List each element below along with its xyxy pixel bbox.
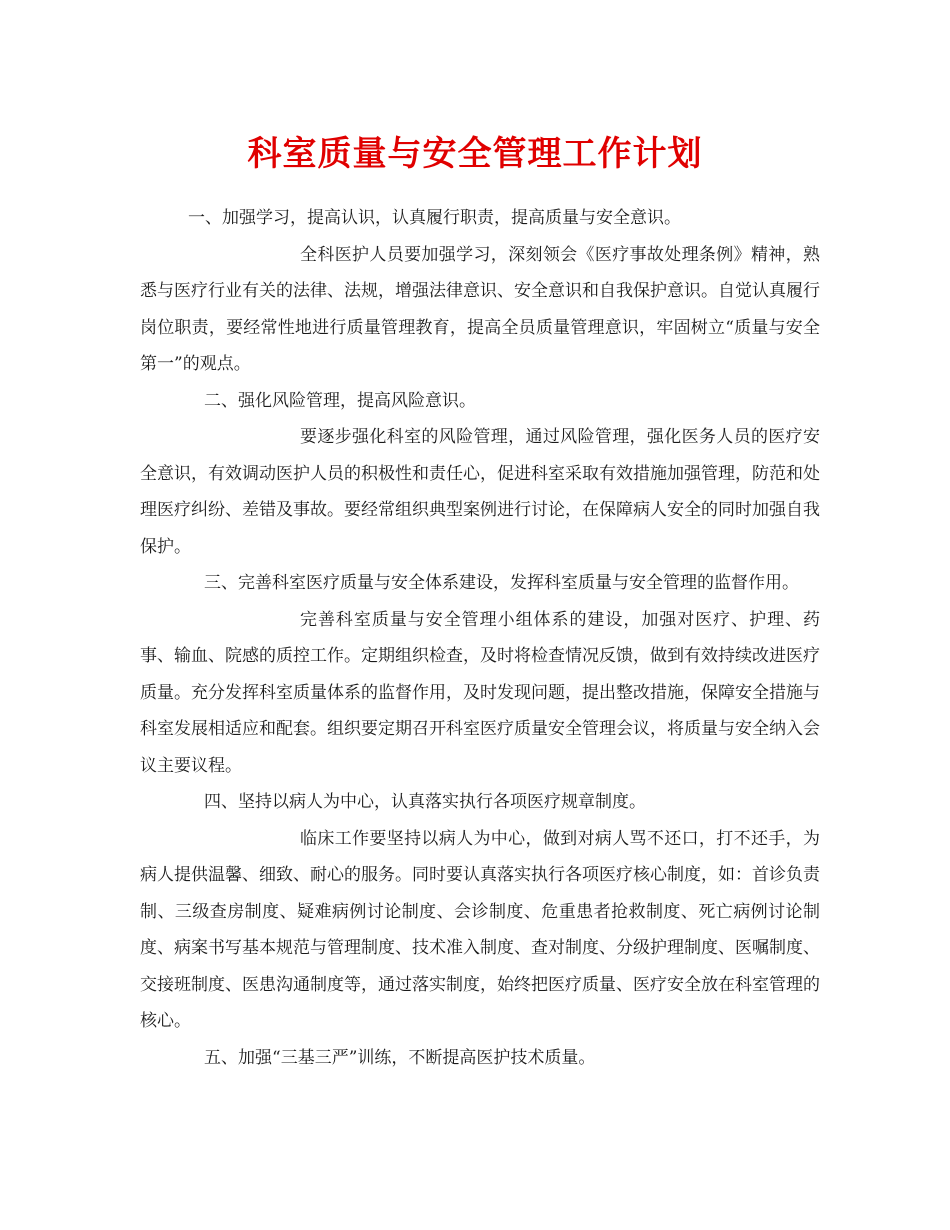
section-heading-5: 五、加强“三基三严”训练，不断提高医护技术质量。: [204, 1047, 596, 1068]
section-paragraph-2: 要逐步强化科室的风险管理，通过风险管理，强化医务人员的医疗安全意识，有效调动医护人员的积极性和责任心，促进科室采取有效措施加强管理，防范和处理医疗纠纷、差错及事故。要经常组织典型案例进行讨论，在保障病人安全的同时加强自我保护。: [140, 427, 820, 557]
section-paragraph-4: 临床工作要坚持以病人为中心，做到对病人骂不还口，打不还手，为病人提供温馨、细致、耐心的服务。同时要认真落实执行各项医疗核心制度，如：首诊负责制、三级查房制度、疑难病例讨论制度、会诊制度、危重患者抢救制度、死亡病例讨论制度、病案书写基本规范与管理制度、技术准入制度、查对制度、分级护理制度、医嘱制度、交接班制度、医患沟通制度等，通过落实制度，始终把医疗质量、医疗安全放在科室管理的核心。: [140, 828, 820, 1031]
document-title: 科室质量与安全管理工作计划: [247, 134, 703, 174]
section-heading-2: 二、强化风险管理，提高风险意识。: [204, 390, 476, 411]
section-heading-1: 一、加强学习，提高认识，认真履行职责，提高质量与安全意识。: [188, 208, 681, 228]
section-paragraph-1: 全科医护人员要加强学习，深刻领会《医疗事故处理条例》精神，熟悉与医疗行业有关的法律、法规，增强法律意识、安全意识和自我保护意识。自觉认真履行岗位职责，要经常性地进行质量管理教育，提高全员质量管理意识，牢固树立“质量与安全第一”的观点。: [140, 244, 820, 374]
section-heading-4: 四、坚持以病人为中心，认真落实执行各项医疗规章制度。: [204, 792, 646, 812]
section-paragraph-3: 完善科室质量与安全管理小组体系的建设，加强对医疗、护理、药事、输血、院感的质控工作。定期组织检查，及时将检查情况反馈，做到有效持续改进医疗质量。充分发挥科室质量体系的监督作用，及时发现问题，提出整改措施，保障安全措施与科室发展相适应和配套。组织要定期召开科室医疗质量安全管理会议，将质量与安全纳入会议主要议程。: [140, 609, 820, 776]
document-body: [140, 200, 820, 1076]
section-heading-3: 三、完善科室医疗质量与安全体系建设，发挥科室质量与安全管理的监督作用。: [204, 573, 799, 593]
